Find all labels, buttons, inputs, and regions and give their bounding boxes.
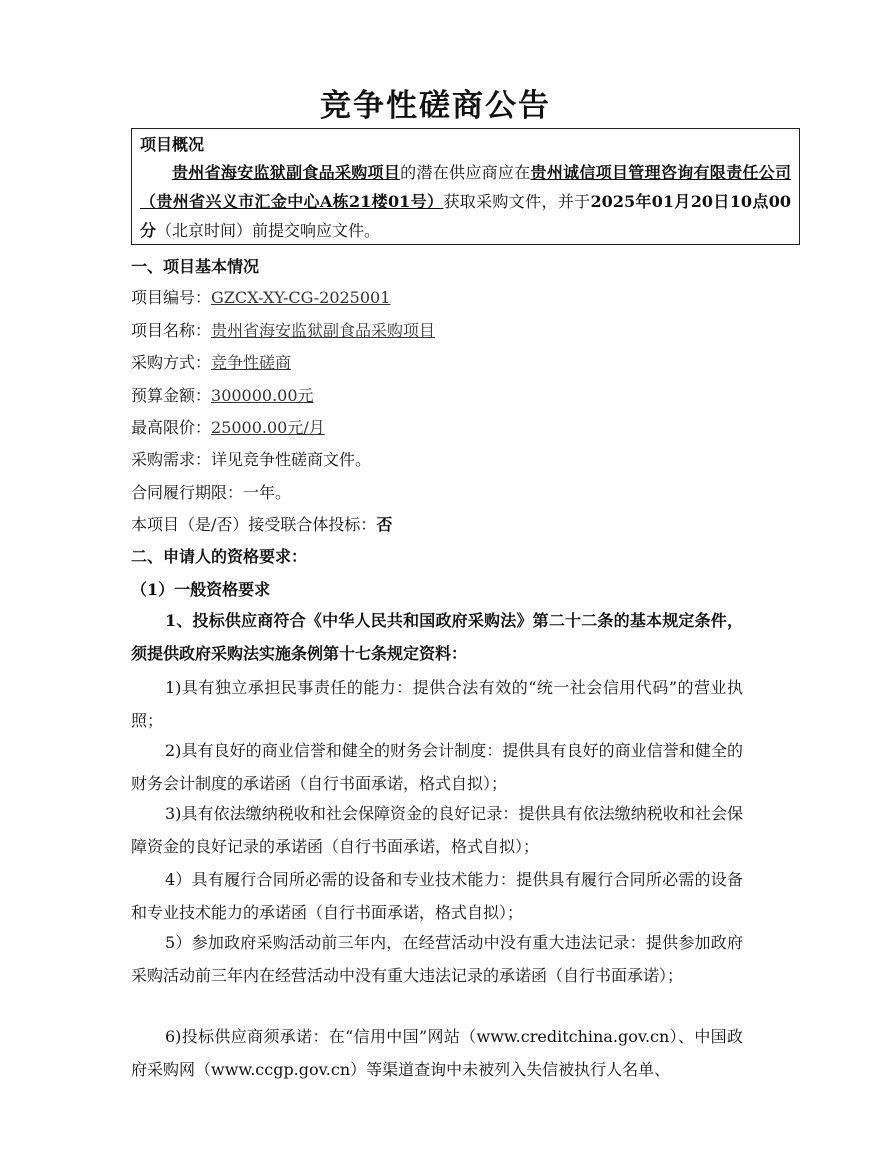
field-label: 项目名称： (131, 321, 212, 340)
procurement-demand: 采购需求：详见竞争性磋商文件。 (131, 450, 372, 469)
section2-heading: 二、申请人的资格要求： (131, 547, 308, 566)
section2-subheading: （1）一般资格要求 (131, 580, 271, 599)
page-title: 竞争性磋商公告 (320, 88, 551, 124)
field-label: 项目编号： (131, 288, 212, 307)
field-label: 采购方式： (131, 353, 212, 372)
overview-agency: 贵州诚信项目管理咨询有限责任公司（贵州省兴义市汇金中心A栋21楼01号） (140, 163, 791, 211)
qualification-item: 5）参加政府采购活动前三年内，在经营活动中没有重大违法记录：提供参加政府采购活动前三年内在经营活动中没有重大违法记录的承诺函（自行书面承诺）； (131, 933, 743, 985)
field-value: 竞争性磋商 (211, 353, 292, 372)
consortium-label: 本项目（是/否）接受联合体投标： (131, 515, 377, 534)
field-label: 最高限价： (131, 418, 212, 437)
qualification-intro: 1、投标供应商符合《中华人民共和国政府采购法》第二十二条的基本规定条件，须提供政府采购法实施条例第十七条规定资料： (131, 611, 743, 663)
consortium-value: 否 (376, 515, 393, 534)
field-value: GZCX-XY-CG-2025001 (211, 288, 391, 307)
overview-heading: 项目概况 (140, 135, 205, 154)
field-project-number (131, 286, 390, 310)
overview-deadline: 2025年01月20日10点00分 (140, 192, 791, 240)
field-project-name (131, 319, 435, 343)
overview-text-1: 的潜在供应商应在 (400, 163, 531, 182)
qualification-item: 6)投标供应商须承诺：在“信用中国”网站（www.creditchina.gov.cn）、中国政府采购网（www.ccgp.gov.cn）等渠道查询中未被列入失信被执行人名单、 (131, 1027, 743, 1079)
qualification-item: 1)具有独立承担民事责任的能力：提供合法有效的“统一社会信用代码”的营业执照； (131, 678, 743, 730)
overview-project-name: 贵州省海安监狱副食品采购项目 (172, 163, 401, 182)
field-procurement-method (131, 351, 291, 375)
overview-text-3: （北京时间）前提交响应文件。 (156, 221, 381, 240)
project-overview-box (131, 128, 800, 245)
contract-period: 合同履行期限：一年。 (131, 483, 292, 502)
overview-text-2: 获取采购文件，并于 (443, 192, 591, 211)
consortium-line (131, 513, 392, 537)
qualification-item: 4）具有履行合同所必需的设备和专业技术能力：提供具有履行合同所必需的设备和专业技术能力的承诺函（自行书面承诺，格式自拟）； (131, 870, 743, 922)
field-budget (131, 384, 314, 408)
qualification-item: 2)具有良好的商业信誉和健全的财务会计制度：提供具有良好的商业信誉和健全的财务会计制度的承诺函（自行书面承诺，格式自拟）； (131, 741, 743, 793)
field-max-price (131, 416, 325, 440)
field-value: 贵州省海安监狱副食品采购项目 (211, 321, 436, 340)
field-value: 25000.00元/月 (211, 418, 325, 437)
overview-text (140, 158, 791, 245)
field-value: 300000.00元 (211, 386, 314, 405)
section1-heading: 一、项目基本情况 (131, 257, 260, 276)
field-label: 预算金额： (131, 386, 212, 405)
qualification-item: 3)具有依法缴纳税收和社会保障资金的良好记录：提供具有依法缴纳税收和社会保障资金的良好记录的承诺函（自行书面承诺，格式自拟）； (131, 804, 743, 856)
